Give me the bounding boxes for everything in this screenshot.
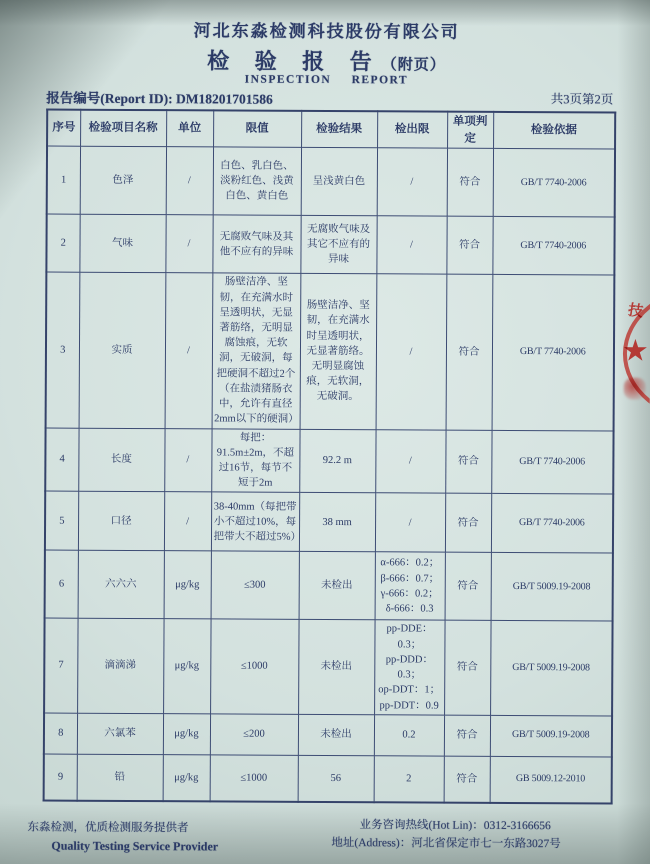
cell-result: 肠壁洁净、坚韧，在充满水时呈透明状，无显著筋络。无明显腐蚀痕，无软洞，无破洞。 xyxy=(300,274,377,430)
company-name: 河北东淼检测科技股份有限公司 xyxy=(193,21,460,42)
cell-detection: / xyxy=(376,274,447,430)
cell-detection: 2 xyxy=(374,755,444,802)
cell-limit: 每把：91.5m±2m，不超过16节，每节不短于2m xyxy=(211,428,299,492)
cell-no: 4 xyxy=(45,428,78,492)
cell-result: 未检出 xyxy=(298,620,374,715)
table-row xyxy=(46,214,614,275)
cell-detection: α-666：0.2； β-666：0.7； γ-666：0.2； δ-666：0.3 xyxy=(375,552,445,620)
cell-detection: / xyxy=(375,493,445,552)
cell-item: 长度 xyxy=(78,428,164,492)
cell-detection: 0.2 xyxy=(374,714,444,755)
cell-no: 8 xyxy=(44,713,77,754)
report-meta-line xyxy=(46,87,613,110)
footer-slogan-en: Quality Testing Service Provider xyxy=(51,838,219,854)
cell-detection: / xyxy=(376,216,446,274)
page-info: 共3页第2页 xyxy=(550,92,614,107)
cell-result: 无腐败气味及其它不应有的异味 xyxy=(300,216,376,274)
cell-no: 9 xyxy=(44,754,77,801)
cell-basis: GB/T 7740-2006 xyxy=(492,217,614,276)
cell-basis: GB/T 7740-2006 xyxy=(491,494,613,554)
cell-result: 38 mm xyxy=(299,493,375,552)
cell-basis: GB/T 5009.19-2008 xyxy=(490,621,612,716)
footer-hotline: 业务咨询热线(Hot Lin)：0312-3166656 xyxy=(359,819,551,833)
cell-unit: / xyxy=(166,147,213,215)
table-row xyxy=(44,754,612,804)
cell-item: 六氯苯 xyxy=(77,713,163,754)
cell-no: 7 xyxy=(44,618,77,712)
cell-result: 92.2 m xyxy=(299,429,375,493)
seal-star-icon: ★ xyxy=(621,333,649,369)
cell-unit: μg/kg xyxy=(164,551,211,619)
cell-judgment: 符合 xyxy=(446,216,492,274)
cell-basis: GB/T 7740-2006 xyxy=(491,430,613,495)
cell-item: 口径 xyxy=(78,492,164,551)
cell-judgment: 符合 xyxy=(444,621,490,716)
col-header-result: 检验结果 xyxy=(301,111,377,148)
table-row xyxy=(44,618,612,715)
cell-result: 呈浅黄白色 xyxy=(301,148,377,216)
report-title-main: 检 验 报 告 xyxy=(207,48,382,75)
col-header-unit: 单位 xyxy=(166,110,213,147)
cell-unit: μg/kg xyxy=(163,619,210,714)
cell-judgment: 符合 xyxy=(446,274,493,429)
cell-basis: GB 5009.12-2010 xyxy=(490,756,612,804)
cell-detection: / xyxy=(375,429,445,493)
cell-limit: ≤1000 xyxy=(210,619,298,714)
cell-no: 2 xyxy=(46,214,79,272)
cell-limit: ≤1000 xyxy=(210,755,298,802)
col-header-detection: 检出限 xyxy=(377,111,447,148)
cell-limit: ≤200 xyxy=(210,714,298,755)
official-seal xyxy=(616,276,650,428)
cell-result: 未检出 xyxy=(299,552,375,620)
cell-unit: / xyxy=(164,428,211,492)
inspection-table xyxy=(43,109,617,805)
cell-unit: / xyxy=(165,273,213,428)
report-id: 报告编号(Report ID): DM18201701586 xyxy=(46,90,273,107)
cell-judgment: 符合 xyxy=(444,756,490,803)
cell-result: 56 xyxy=(298,755,374,802)
cell-basis: GB/T 7740-2006 xyxy=(492,275,615,431)
cell-judgment: 符合 xyxy=(447,148,493,216)
table-row xyxy=(45,550,613,621)
cell-item: 色泽 xyxy=(80,147,166,215)
cell-limit: 38-40mm（每把带小不超过10%，每把带大不超过5%） xyxy=(211,492,299,551)
cell-no: 1 xyxy=(47,146,80,214)
table-header-row xyxy=(47,110,615,150)
col-header-basis: 检验依据 xyxy=(493,112,615,149)
cell-detection: pp-DDE：0.3； pp-DDD：0.3； op-DDT：1； pp-DDT：0.9 xyxy=(374,620,444,715)
cell-unit: / xyxy=(164,492,211,551)
cell-item: 滴滴涕 xyxy=(77,619,163,714)
col-header-no: 序号 xyxy=(47,110,80,147)
cell-basis: GB/T 7740-2006 xyxy=(493,149,615,218)
cell-basis: GB/T 5009.19-2008 xyxy=(491,553,613,622)
footer-address: 地址(Address)：河北省保定市七一东路3027号 xyxy=(331,836,561,851)
seal-ring xyxy=(623,286,650,423)
cell-basis: GB/T 5009.19-2008 xyxy=(490,715,612,757)
table-row xyxy=(47,146,615,217)
cell-limit: ≤300 xyxy=(211,551,299,619)
cell-item: 实质 xyxy=(79,273,166,429)
cell-item: 气味 xyxy=(79,215,165,273)
cell-judgment: 符合 xyxy=(444,715,490,756)
report-title-suffix: （附页） xyxy=(381,57,446,74)
cell-result: 未检出 xyxy=(298,714,374,755)
footer-slogan-cn: 东淼检测，优质检测服务提供者 xyxy=(27,821,189,835)
report-subtitle-en: INSPECTION REPORT xyxy=(244,73,409,87)
seal-character: 技 xyxy=(626,302,645,321)
cell-unit: μg/kg xyxy=(163,713,210,754)
cell-item: 六六六 xyxy=(78,551,164,619)
cell-judgment: 符合 xyxy=(445,430,491,494)
seal-smudge xyxy=(624,378,646,400)
col-header-judgment: 单项判定 xyxy=(447,112,493,149)
cell-limit: 无腐败气味及其他不应有的异味 xyxy=(212,215,300,273)
cell-unit: μg/kg xyxy=(163,754,210,801)
cell-no: 5 xyxy=(45,491,78,550)
cell-judgment: 符合 xyxy=(445,494,491,553)
table-row xyxy=(44,713,612,757)
cell-limit: 白色、乳白色、淡粉红色、浅黄白色、黄白色 xyxy=(213,147,301,215)
table-row xyxy=(45,428,613,495)
cell-item: 铅 xyxy=(77,754,163,801)
cell-no: 6 xyxy=(45,550,78,618)
cell-detection: / xyxy=(377,148,447,216)
cell-unit: / xyxy=(165,215,212,273)
table-row xyxy=(45,491,613,553)
table-row xyxy=(46,272,615,430)
col-header-limit: 限值 xyxy=(213,110,301,147)
cell-no: 3 xyxy=(46,272,80,427)
footer-slogan xyxy=(27,819,218,855)
footer-contact xyxy=(331,817,631,854)
cell-limit: 肠壁洁净、坚韧，在充满水时呈透明状，无显著筋络，无明显腐蚀痕，无软洞，无破洞，每把硬洞不超过2个（在盐渍猪肠衣中，允许有直径2mm以下的硬洞） xyxy=(212,273,301,429)
col-header-item: 检验项目名称 xyxy=(80,110,166,147)
cell-judgment: 符合 xyxy=(445,553,491,621)
